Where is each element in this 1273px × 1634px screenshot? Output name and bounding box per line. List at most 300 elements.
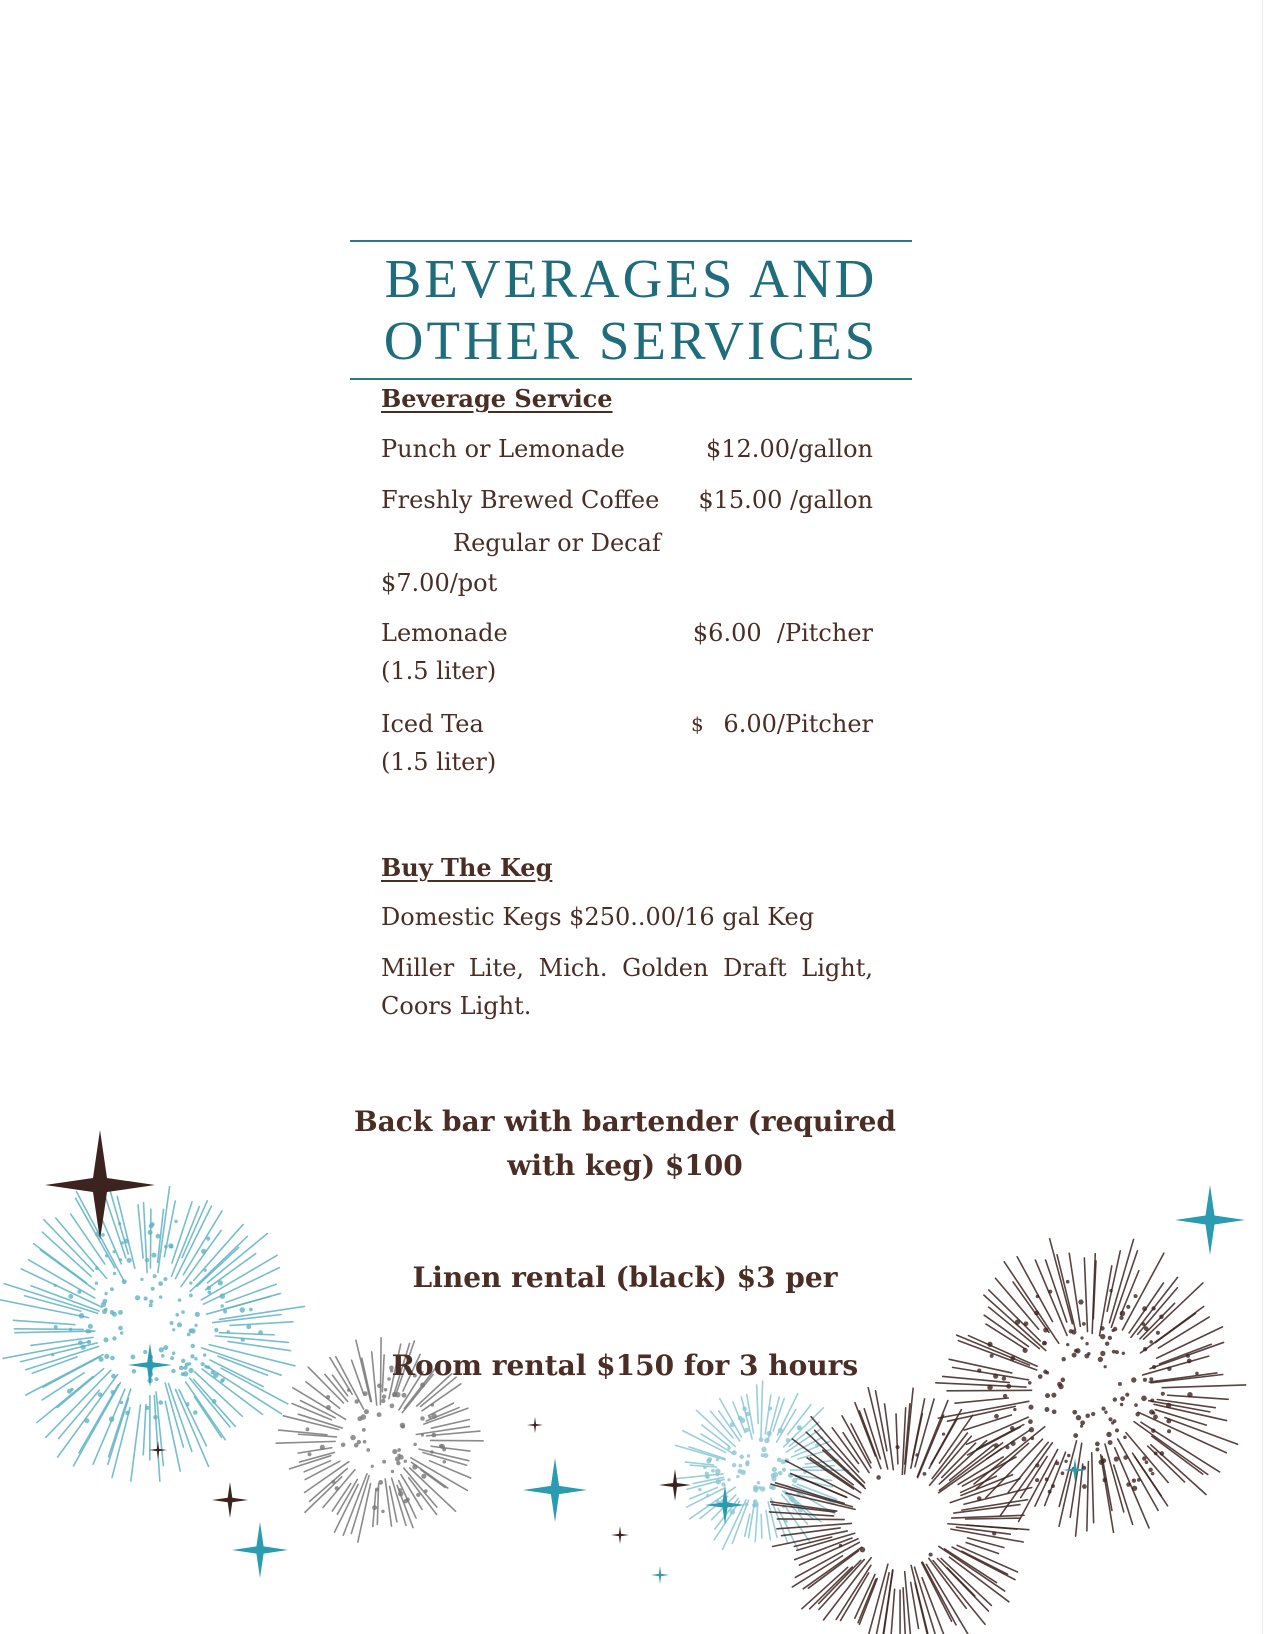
firework-dot [181,1359,185,1363]
firework-dot [204,1269,207,1272]
firework-dot [155,1234,160,1239]
firework-dot [326,1395,330,1399]
firework-dot [759,1437,764,1442]
firework-dot [361,1414,367,1420]
firework-dot [1134,1403,1138,1407]
firework-dot [124,1239,129,1244]
firework-ray [218,1356,268,1375]
firework-ray [1165,1418,1238,1445]
firework-ray [968,1538,1004,1548]
firework-ray [385,1479,391,1526]
firework-ray [204,1268,280,1305]
firework-dot [308,1452,312,1456]
firework-dot [942,1432,945,1435]
firework-dot [80,1344,85,1349]
firework-ray [890,1589,895,1634]
firework-dot [420,1416,425,1421]
firework-dot [1029,1427,1034,1432]
title-line-2: OTHER SERVICES [383,310,879,371]
firework-dot [1095,1442,1100,1447]
firework-dot [744,1428,749,1433]
firework-dot [1118,1382,1122,1386]
firework-ray [175,1389,208,1466]
firework-dot [1131,1377,1136,1382]
firework-dot [1104,1365,1107,1368]
firework-dot [403,1499,407,1503]
firework-dot [1038,1374,1043,1379]
firework-dot [1132,1478,1136,1482]
firework-dot [1051,1393,1056,1398]
firework-ray [143,1405,146,1455]
firework-dot [101,1302,106,1307]
sparkle-star [45,1130,155,1240]
firework-dot [1105,1341,1109,1345]
firework-dot [772,1467,777,1472]
firework-dot [753,1503,758,1508]
firework-ray [896,1414,898,1464]
firework-dot [207,1286,211,1290]
firework-dot [1072,1410,1077,1415]
firework-dot [739,1455,744,1460]
firework-dot [119,1258,122,1261]
firework-dot [384,1388,388,1392]
firework-ray [44,1220,94,1272]
firework-dot [320,1445,325,1450]
firework-dot [778,1428,783,1433]
firework-dot [363,1391,368,1396]
firework-ray [37,1377,93,1423]
firework-dot [1113,1327,1117,1331]
firework-dot [761,1453,765,1457]
firework-ray [14,1329,83,1330]
firework-dot [158,1400,163,1405]
firework-dot [421,1433,424,1436]
firework-dot [1045,1393,1050,1398]
firework-dot [1045,1478,1049,1482]
firework-dot [143,1350,147,1354]
firework-ray [943,1376,1010,1382]
firework-ray [1084,1258,1087,1332]
firework-dot [401,1425,405,1429]
firework-dot [109,1416,115,1422]
firework-dot [54,1284,57,1287]
firework-dot [1022,1348,1027,1353]
firework-dot [350,1435,355,1440]
firework-dot [246,1324,251,1329]
firework-dot [767,1431,772,1436]
item-name: Punch or Lemonade [381,435,625,463]
firework-ray [976,1443,1028,1488]
firework-dot [1109,1289,1112,1292]
firework-dot [742,1407,747,1412]
firework-ray [1070,1443,1082,1517]
firework-dot [110,1356,115,1361]
firework-dot [103,1337,108,1342]
firework-dot [67,1389,72,1394]
firework-dot [153,1415,158,1420]
firework-ray [757,1385,759,1424]
firework-dot [747,1454,751,1458]
firework-dot [1052,1409,1057,1414]
firework-dot [382,1394,386,1398]
firework-dot [175,1313,179,1317]
firework-dot [1114,1456,1119,1461]
firework-dot [1057,1382,1062,1387]
firework-dot [1002,1376,1006,1380]
firework-ray [967,1417,1029,1444]
firework-dot [1067,1454,1070,1457]
firework-dot [390,1403,395,1408]
firework-dot [1011,1441,1016,1446]
firework-dot [876,1475,881,1480]
item-name: Lemonade [381,619,508,647]
item-price: $6.00 /Pitcher [692,619,873,647]
keg-section [381,853,873,1033]
firework-dot [371,1465,374,1468]
firework-dot [430,1450,433,1453]
firework-dot [104,1292,107,1295]
firework-dot [111,1374,116,1379]
firework-dot [1082,1466,1086,1470]
firework-dot [1061,1378,1066,1383]
firework-dot [698,1488,702,1492]
firework-dot [895,1445,899,1449]
firework-dot [1144,1326,1149,1331]
firework-dot [727,1478,730,1481]
firework-dot [1154,1451,1158,1455]
keg-heading: Buy The Keg [381,853,553,882]
firework-dot [104,1308,108,1312]
firework-dot [164,1245,168,1249]
firework-dot [757,1481,761,1485]
firework-dot [151,1287,155,1291]
firework-dot [1084,1354,1089,1359]
firework-dot [153,1274,157,1278]
firework-dot [203,1353,206,1356]
firework-dot [432,1433,437,1438]
firework-dot [736,1475,739,1478]
firework-dot [1123,1435,1127,1439]
keg-brands-line: Miller Lite, Mich. Golden Draft Light, [381,954,873,982]
sparkle-star [232,1522,288,1578]
firework-dot [101,1233,105,1237]
firework-dot [398,1488,402,1492]
firework-ray [1114,1465,1133,1524]
firework-dot [149,1223,154,1228]
firework-dot [1100,1351,1105,1356]
firework-dot [1028,1419,1033,1424]
firework-dot [739,1464,743,1468]
firework-dot [171,1369,175,1373]
firework-dot [223,1310,227,1314]
firework-dot [1082,1484,1087,1489]
firework-ray [765,1395,771,1434]
firework-dot [112,1312,117,1317]
firework-dot [915,1453,918,1456]
firework-dot [797,1425,802,1430]
firework-dot [1003,1394,1007,1398]
firework-dot [170,1356,174,1360]
firework-dot [341,1442,346,1447]
firework-dot [1120,1396,1125,1401]
firework-ray [289,1456,330,1469]
firework-ray [131,1405,141,1481]
firework-dot [127,1258,132,1263]
firework-dot [1006,1384,1011,1389]
firework-dot [1143,1378,1147,1382]
firework-dot [1073,1433,1078,1438]
firework-dot [326,1405,331,1410]
firework-dot [1076,1415,1081,1420]
firework-ray [421,1470,445,1488]
firework-dot [1022,1437,1027,1442]
firework-dot [1123,1455,1128,1460]
firework-ray [1013,1282,1049,1332]
firework-dot [1126,1305,1130,1309]
firework-dot [993,1374,998,1379]
firework-dot [170,1321,174,1325]
firework-dot [148,1230,153,1235]
sparkle-star [611,1526,629,1544]
firework-dot [792,1478,797,1483]
firework-dot [258,1330,263,1335]
firework-dot [1151,1306,1155,1310]
firework-dot [990,1354,994,1358]
firework-dot [1153,1415,1158,1420]
firework-dot [1142,1322,1146,1326]
firework-dot [1167,1367,1171,1371]
firework-dot [1080,1420,1085,1425]
firework-dot [711,1469,715,1473]
firework-dot [1143,1347,1147,1351]
firework-dot [218,1280,223,1285]
firework-dot [994,1443,999,1448]
firework-ray [13,1320,75,1324]
firework-dot [1152,1411,1155,1414]
firework-dot [1125,1393,1129,1397]
firework-dot [758,1486,761,1489]
firework-ray [431,1446,470,1451]
firework-dot [220,1293,226,1299]
firework-dot [703,1465,707,1469]
firework-dot [381,1399,385,1403]
firework-dot [213,1372,219,1378]
firework-dot [716,1458,719,1461]
firework-dot [1122,1352,1125,1355]
sparkle-star [527,1417,543,1433]
firework-dot [201,1362,205,1366]
firework-dot [1013,1408,1016,1411]
firework-dot [1135,1412,1139,1416]
firework-dot [181,1372,185,1376]
firework-dot [1195,1372,1199,1376]
firework-dot [381,1510,385,1514]
firework-dot [85,1329,90,1334]
firework-ray [761,1514,762,1538]
firework-dot [402,1393,407,1398]
firework-dot [1166,1419,1171,1424]
firework-dot [347,1388,350,1391]
firework-dot [1078,1299,1083,1304]
firework-dot [716,1473,719,1476]
firework-dot [362,1428,366,1432]
firework-dot [194,1324,197,1327]
title-line-1: BEVERAGES AND [384,248,878,309]
firework-dot [1145,1460,1149,1464]
firework-dot [118,1310,123,1315]
firework-dot [1043,1327,1048,1332]
back-bar-line-2: with keg) $100 [507,1149,743,1182]
firework-dot [778,1471,783,1476]
item-price: $15.00 /gallon [698,486,873,514]
firework-dot [992,1531,996,1535]
firework-ray [31,1337,93,1345]
firework-dot [1142,1306,1147,1311]
firework-dot [152,1253,157,1258]
firework-dot [120,1401,123,1404]
firework-dot [193,1410,198,1415]
firework-dot [1066,1280,1070,1284]
coffee-pot-price: $7.00/pot [381,569,498,597]
firework-dot [745,1462,749,1466]
firework-dot [977,1369,981,1373]
firework-dot [149,1303,153,1307]
firework-dot [923,1472,927,1476]
firework-dot [1036,1295,1040,1299]
firework-dot [416,1493,420,1497]
firework-ray [179,1390,206,1446]
firework-dot [54,1325,58,1329]
firework-dot [1152,1365,1156,1369]
firework-dot [366,1448,370,1452]
firework-dot [135,1295,140,1300]
firework-dot [159,1347,164,1352]
firework-dot [125,1411,129,1415]
firework-dot [194,1357,197,1360]
firework-dot [95,1282,98,1285]
firework-ray [955,1398,1008,1403]
firework-dot [1085,1413,1090,1418]
firework-dot [1061,1357,1065,1361]
firework-dot [1161,1392,1165,1396]
firework-ray [410,1468,456,1511]
firework-dot [110,1287,114,1291]
firework-dot [189,1281,192,1284]
firework-dot [1108,1336,1112,1340]
firework-dot [1048,1490,1052,1494]
firework-dot [145,1258,149,1262]
firework-dot [706,1494,709,1497]
firework-dot [220,1379,224,1383]
firework-dot [1141,1396,1147,1402]
firework-dot [727,1446,730,1449]
firework-dot [375,1487,379,1491]
page-title [350,248,912,372]
firework-dot [68,1294,73,1299]
firework-dot [392,1392,397,1397]
firework-dot [195,1312,200,1317]
firework-ray [810,1567,853,1609]
firework-dot [79,1313,84,1318]
firework-dot [214,1328,218,1332]
firework-ray [984,1315,1028,1346]
firework-dot [174,1220,177,1223]
firework-dot [761,1447,766,1452]
firework-dot [1101,1406,1105,1410]
firework-dot [378,1480,383,1485]
firework-dot [745,1412,750,1417]
firework-dot [1150,1399,1154,1403]
list-item [381,614,873,652]
firework-dot [732,1450,737,1455]
firework-dot [204,1365,207,1368]
firework-dot [240,1307,245,1312]
firework-dot [163,1345,168,1350]
firework-dot [143,1296,147,1300]
firework-dot [431,1403,434,1406]
sparkle-star [651,1566,669,1584]
firework-dot [190,1354,194,1358]
firework-dot [716,1479,721,1484]
lemonade-size: (1.5 liter) [381,657,497,685]
firework-ray [430,1461,471,1478]
firework-dot [397,1448,401,1452]
firework-dot [1119,1316,1123,1320]
firework-dot [382,1460,386,1464]
firework-dot [706,1459,711,1464]
firework-ray [1111,1251,1137,1327]
title-bottom-rule [350,378,912,380]
firework-dot [1051,1484,1055,1488]
item-price: 6.00/Pitcher [723,710,873,738]
firework-dot [335,1486,339,1490]
firework-dot [1187,1392,1192,1397]
firework-dot [1048,1290,1052,1294]
firework-dot [207,1290,211,1294]
firework-dot [1151,1472,1155,1476]
firework-dot [163,1277,167,1281]
firework-dot [1091,1412,1095,1416]
firework-dot [227,1330,230,1333]
firework-ray [905,1572,911,1634]
firework-ray [216,1336,289,1343]
firework-dot [1166,1403,1171,1408]
firework-dot [78,1340,83,1345]
firework-dot [442,1447,446,1451]
sparkle-star [1175,1185,1245,1255]
firework-ray [912,1399,924,1460]
firework-dot [201,1249,206,1254]
firework-dot [753,1485,758,1490]
firework-dot [1112,1350,1116,1354]
firework-dot [155,1377,159,1381]
firework-dot [354,1399,358,1403]
firework-ray [922,1562,952,1621]
firework-ray [761,1381,763,1437]
firework-dot [51,1353,54,1356]
firework-dot [396,1461,400,1465]
firework-dot [1035,1478,1039,1482]
item-price: $12.00/gallon [706,435,873,463]
firework-dot [1071,1329,1076,1334]
firework-ray [106,1198,126,1258]
firework-dot [249,1308,253,1312]
firework-dot [105,1254,108,1257]
firework-dot [1149,1377,1153,1381]
firework-dot [95,1266,99,1270]
firework-ray [186,1382,226,1440]
firework-ray [1149,1373,1217,1382]
